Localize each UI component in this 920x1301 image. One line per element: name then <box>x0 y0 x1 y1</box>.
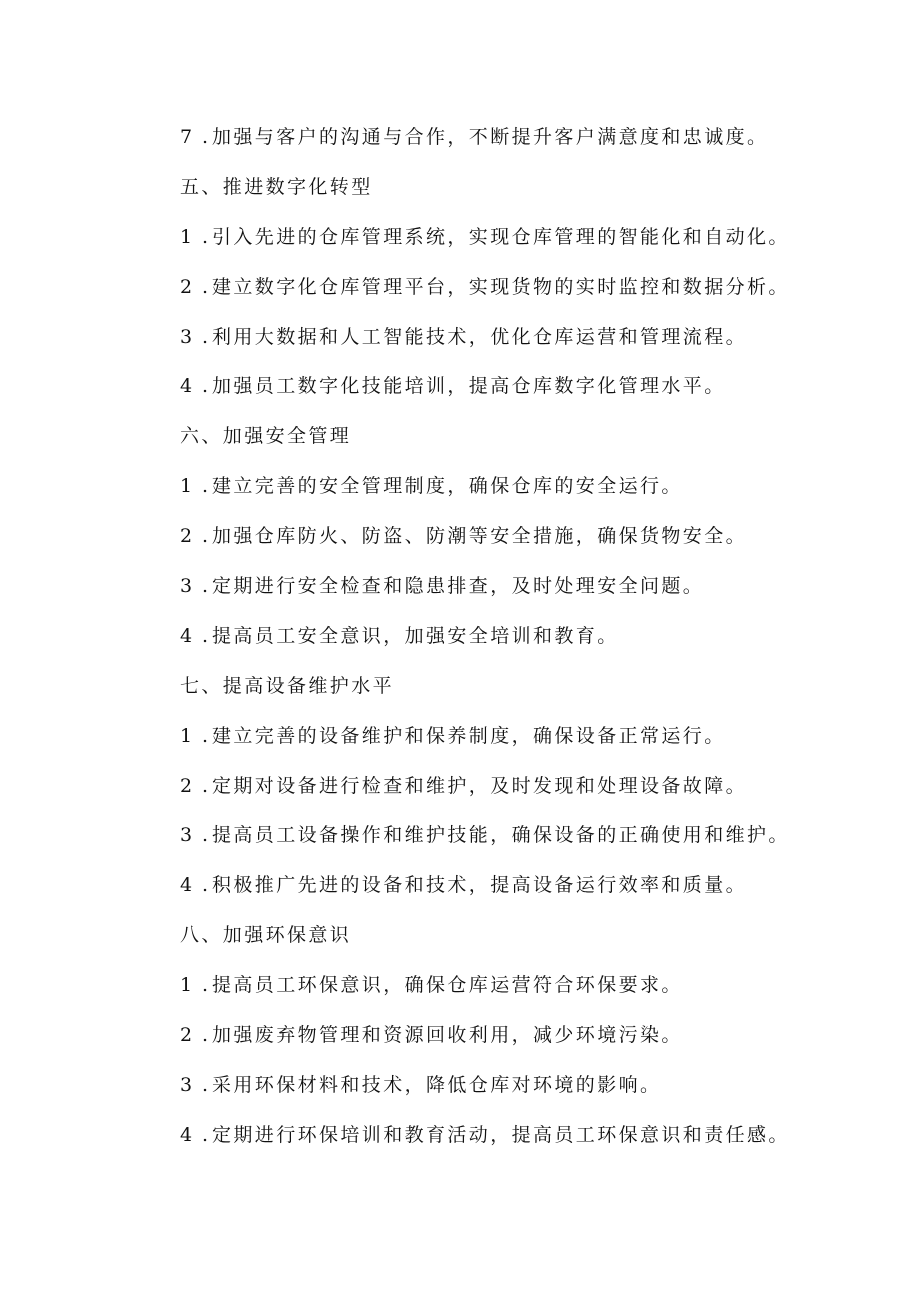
item-text: 建立数字化仓库管理平台，实现货物的实时监控和数据分析。 <box>212 275 790 298</box>
item-text: 采用环保材料和技术，降低仓库对环境的影响。 <box>212 1073 662 1096</box>
item-number: 2 <box>180 1024 195 1047</box>
list-item: 4 .积极推广先进的设备和技术，提高设备运行效率和质量。 <box>180 866 880 916</box>
heading-text: 八、加强环保意识 <box>180 924 352 947</box>
section-heading <box>180 417 880 467</box>
item-text: 定期对设备进行检查和维护，及时发现和处理设备故障。 <box>212 774 748 797</box>
item-number: 1 <box>180 225 195 248</box>
item-text: 加强与客户的沟通与合作，不断提升客户满意度和忠诚度。 <box>212 126 769 148</box>
item-number: 4 <box>180 624 195 647</box>
item-text: 积极推广先进的设备和技术，提高设备运行效率和质量。 <box>212 874 748 897</box>
list-item: 7 .加强与客户的沟通与合作，不断提升客户满意度和忠诚度。 <box>180 118 880 168</box>
item-number: 3 <box>180 575 195 598</box>
list-item: 3 .提高员工设备操作和维护技能，确保设备的正确使用和维护。 <box>180 816 880 866</box>
item-number: 1 <box>180 974 195 997</box>
section-heading <box>180 667 880 717</box>
list-item: 4 .加强员工数字化技能培训，提高仓库数字化管理水平。 <box>180 367 880 417</box>
item-text: 利用大数据和人工智能技术，优化仓库运营和管理流程。 <box>212 325 748 348</box>
item-number: 1 <box>180 475 195 498</box>
item-number: 3 <box>180 1073 195 1096</box>
heading-text: 七、提高设备维护水平 <box>180 674 395 697</box>
item-text: 建立完善的安全管理制度，确保仓库的安全运行。 <box>212 475 683 498</box>
list-item: 2 .加强废弃物管理和资源回收利用，减少环境污染。 <box>180 1016 880 1066</box>
list-item: 3 .定期进行安全检查和隐患排查，及时处理安全问题。 <box>180 567 880 617</box>
item-number: 2 <box>180 774 195 797</box>
item-text: 建立完善的设备维护和保养制度，确保设备正常运行。 <box>212 724 726 747</box>
item-number: 4 <box>180 874 195 897</box>
item-text: 加强仓库防火、防盗、防潮等安全措施，确保货物安全。 <box>212 525 748 548</box>
section-heading <box>180 916 880 966</box>
list-item: 4 .提高员工安全意识，加强安全培训和教育。 <box>180 617 880 667</box>
item-text: 提高员工安全意识，加强安全培训和教育。 <box>212 624 619 647</box>
item-number: 4 <box>180 1123 195 1146</box>
item-text: 加强员工数字化技能培训，提高仓库数字化管理水平。 <box>212 375 726 398</box>
item-number: 2 <box>180 525 195 548</box>
item-text: 引入先进的仓库管理系统，实现仓库管理的智能化和自动化。 <box>212 225 790 248</box>
item-text: 加强废弃物管理和资源回收利用，减少环境污染。 <box>212 1024 683 1047</box>
list-item: 1 .引入先进的仓库管理系统，实现仓库管理的智能化和自动化。 <box>180 218 880 268</box>
list-item: 2 .建立数字化仓库管理平台，实现货物的实时监控和数据分析。 <box>180 268 880 318</box>
list-item: 1 .建立完善的安全管理制度，确保仓库的安全运行。 <box>180 467 880 517</box>
item-number: 1 <box>180 724 195 747</box>
list-item: 1 .提高员工环保意识，确保仓库运营符合环保要求。 <box>180 966 880 1016</box>
item-number: 7 <box>180 126 195 148</box>
list-item: 4 .定期进行环保培训和教育活动，提高员工环保意识和责任感。 <box>180 1116 880 1166</box>
item-text: 定期进行环保培训和教育活动，提高员工环保意识和责任感。 <box>212 1123 790 1146</box>
document-body <box>180 118 880 1166</box>
item-number: 3 <box>180 824 195 847</box>
item-text: 提高员工设备操作和维护技能，确保设备的正确使用和维护。 <box>212 824 790 847</box>
list-item: 2 .定期对设备进行检查和维护，及时发现和处理设备故障。 <box>180 767 880 817</box>
list-item: 2 .加强仓库防火、防盗、防潮等安全措施，确保货物安全。 <box>180 517 880 567</box>
heading-text: 六、加强安全管理 <box>180 425 352 448</box>
heading-text: 五、推进数字化转型 <box>180 175 373 198</box>
list-item: 1 .建立完善的设备维护和保养制度，确保设备正常运行。 <box>180 717 880 767</box>
section-heading <box>180 168 880 218</box>
item-number: 3 <box>180 325 195 348</box>
item-text: 提高员工环保意识，确保仓库运营符合环保要求。 <box>212 974 683 997</box>
item-number: 2 <box>180 275 195 298</box>
item-number: 4 <box>180 375 195 398</box>
list-item: 3 .利用大数据和人工智能技术，优化仓库运营和管理流程。 <box>180 318 880 368</box>
list-item: 3 .采用环保材料和技术，降低仓库对环境的影响。 <box>180 1066 880 1116</box>
item-text: 定期进行安全检查和隐患排查，及时处理安全问题。 <box>212 575 705 598</box>
